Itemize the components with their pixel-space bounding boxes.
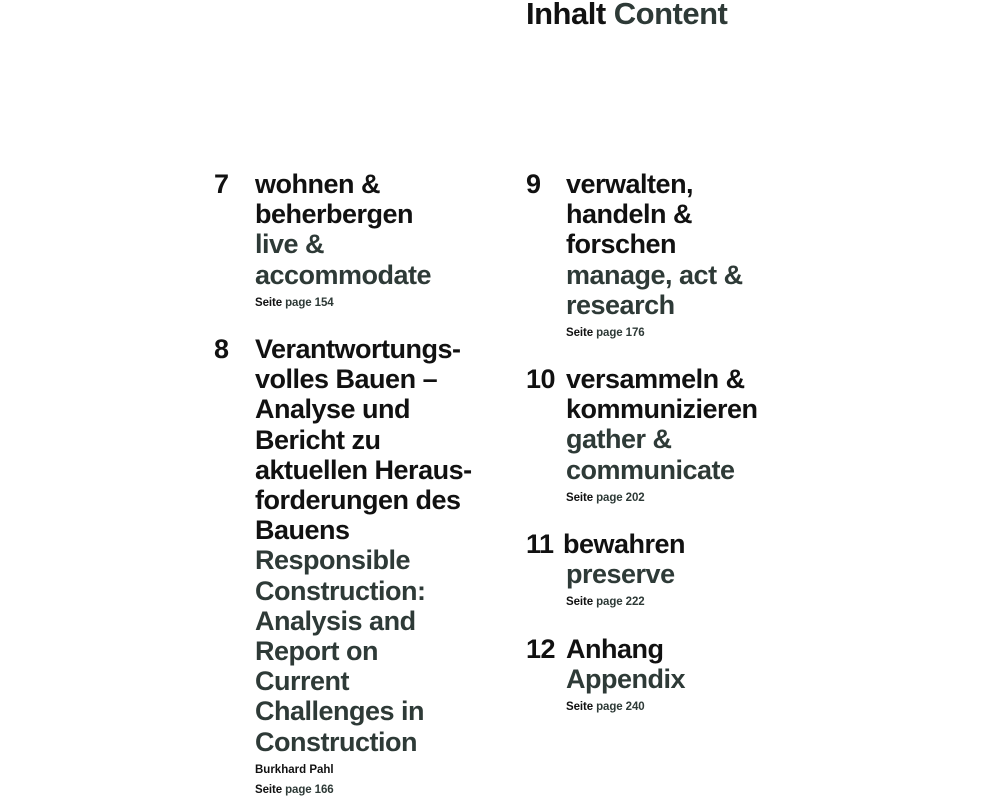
chapter-title-german: Anhang [566, 634, 664, 664]
chapter-title-english: preserve [566, 559, 675, 590]
chapter-title-german: bewahren [563, 529, 686, 559]
chapter-title-english: manage, act & research [566, 259, 743, 320]
title-english: Content [613, 0, 728, 31]
chapter-number: 9 [526, 169, 541, 199]
chapter-title-english: gather & communicate [566, 424, 735, 485]
chapter-title-english: Appendix [566, 664, 686, 695]
chapter-title-german: verwalten, handeln & forschen [566, 169, 694, 260]
chapter-title-english: live & accommodate [255, 229, 432, 290]
page-reference: Seite page 154 [255, 296, 334, 309]
chapter-number: 11 [526, 529, 554, 559]
page-title [526, 0, 727, 34]
page-reference: Seite page 166 [255, 783, 334, 796]
chapter-number: 7 [214, 169, 229, 199]
chapter-title-german: wohnen & beherbergen [255, 169, 414, 230]
page-reference: Seite page 240 [566, 701, 645, 714]
chapter-author: Burkhard Pahl [255, 763, 334, 776]
chapter-title-english: Responsible Construction: Analysis and Report on Current Challenges in Construction [255, 545, 426, 757]
chapter-title-german: versammeln & kommunizieren [566, 364, 758, 425]
page-reference: Seite page 176 [566, 327, 645, 340]
chapter-number: 10 [526, 364, 556, 394]
chapter-title-german: Verantwortungs- volles Bauen – Analyse und Bericht zu aktuellen Heraus- forderungen des Bauens [255, 334, 472, 546]
chapter-number: 8 [214, 334, 229, 364]
title-german: Inhalt [526, 0, 606, 31]
chapter-number: 12 [526, 634, 556, 664]
page-reference: Seite page 222 [566, 596, 645, 609]
page-reference: Seite page 202 [566, 491, 645, 504]
